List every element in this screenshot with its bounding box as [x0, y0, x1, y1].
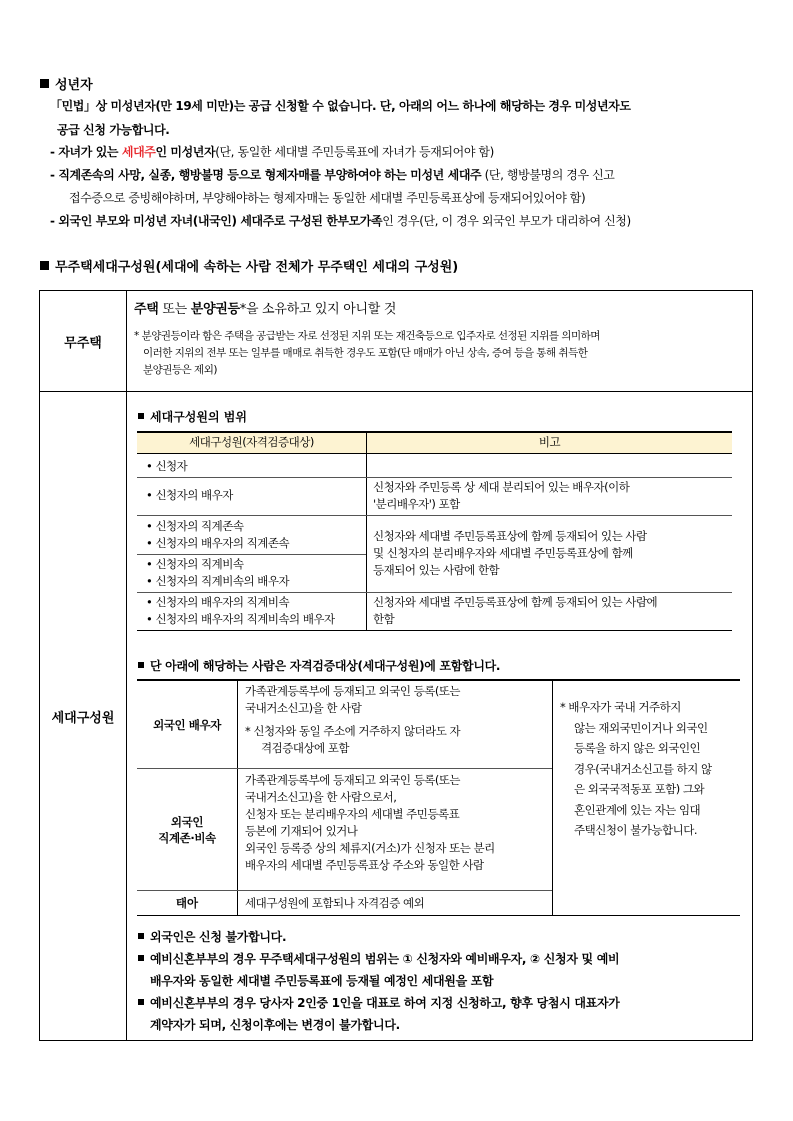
cond-text-1: 또는 — [158, 302, 191, 317]
heading-text: 성년자 — [55, 78, 93, 93]
square-bullet-icon — [138, 933, 144, 939]
section-heading-minor — [40, 74, 93, 93]
note-text-cont: 배우자와 동일한 세대별 주민등록표에 등재될 예정인 세대원을 포함 — [150, 974, 494, 988]
item1-highlight: 세대주 — [121, 145, 156, 159]
incl-text-foreign-lineal — [245, 772, 548, 874]
scope-member-descendant — [146, 556, 289, 590]
row-label-household-member: 세대구성원 — [51, 710, 115, 726]
side-line: 주택신청이 불가능합니다. — [574, 823, 698, 837]
incl-text-fetus: 세대구성원에 포함되나 자격검증 예외 — [245, 896, 425, 910]
condition-item-1 — [50, 140, 494, 164]
member-line: • 신청자의 직계비속 — [146, 557, 244, 571]
incl-line: 가족관계등록부에 등재되고 외국인 등록(또는 — [245, 684, 461, 698]
section-heading-household — [40, 256, 458, 275]
scope-heading — [138, 408, 247, 425]
incl-table-bottom — [137, 915, 740, 916]
remark-line: 신청자와 주민등록 상 세대 분리되어 있는 배우자(이하 — [373, 480, 630, 494]
note-line: * 분양권등이라 함은 주택을 공급받는 자로 선정된 지위 또는 재건축등으로 입주자로 선정된 지위를 의미하며 — [134, 330, 600, 342]
incl-line: 외국인 등록증 상의 체류지(거소)가 신청자 또는 분리 — [245, 841, 495, 855]
incl-line: 신청자 또는 분리배우자의 세대별 주민등록표 — [245, 807, 460, 821]
row-line — [137, 515, 732, 516]
divider-vertical — [126, 290, 127, 1041]
divider-horizontal — [39, 391, 753, 392]
incl-line: 국내거소신고)을 한 사람 — [245, 701, 362, 715]
incl-line: 국내거소신고)을 한 사람으로서, — [245, 790, 397, 804]
row-line — [137, 554, 366, 555]
scope-remark-spouse-descendant — [373, 594, 657, 628]
note-text: 예비신혼부부의 경우 무주택세대구성원의 범위는 ① 신청자와 예비배우자, ② 신청자 및 예비 — [150, 952, 620, 966]
remark-line: '분리배우자') 포함 — [373, 497, 460, 511]
inclusion-heading — [138, 657, 500, 674]
bottom-notes — [138, 926, 748, 1036]
cond-bold-2: 분양권등 — [190, 302, 240, 317]
remark-line: 등재되어 있는 사람에 한함 — [373, 563, 500, 577]
incl-line: 등본에 기재되어 있거나 — [245, 824, 358, 838]
note-text-cont: 계약자가 되며, 신청이후에는 변경이 불가합니다. — [150, 1018, 400, 1032]
cond-bold-1: 주택 — [134, 302, 159, 317]
intro-line-1: 「민법」상 미성년자(만 19세 미만)는 공급 신청할 수 없습니다. 단, 아래의 어느 하나에 해당하는 경우 미성년자도 — [50, 99, 631, 113]
condition-item-3 — [50, 209, 631, 233]
note-line: 이러한 지위의 전부 또는 일부를 매매로 취득한 경우도 포함(단 매매가 아닌 상속, 증여 등을 통해 취득한 — [143, 347, 588, 359]
incl-text-foreign-spouse — [245, 683, 548, 757]
square-bullet-icon — [138, 955, 144, 961]
scope-member-applicant: • 신청자 — [146, 459, 188, 473]
remark-line: 한함 — [373, 612, 395, 626]
item2-rest: (단, 행방불명의 경우 신고 — [481, 168, 615, 182]
scope-remark-family — [373, 528, 647, 579]
note-prenuptial-scope — [138, 948, 748, 970]
note-text: 외국인은 신청 불가합니다. — [150, 930, 287, 944]
scope-member-spouse: • 신청자의 배우자 — [146, 488, 233, 502]
intro-line-2: 공급 신청 가능합니다. — [57, 123, 170, 137]
member-line: • 신청자의 배우자의 직계비속의 배우자 — [146, 612, 335, 626]
item2-bold: - 직계존속의 사망, 실종, 행방불명 등으로 형제자매를 부양하여야 하는 미성년 세대주 — [50, 168, 482, 182]
incl-label-foreign-lineal — [137, 769, 237, 890]
cond-text-2: *을 소유하고 있지 아니할 것 — [239, 302, 397, 317]
side-line: 등록을 하지 않은 외국인인 — [574, 741, 701, 755]
table-col-divider — [366, 431, 367, 630]
remark-line: 신청자와 세대별 주민등록표상에 함께 등재되어 있는 사람 — [373, 529, 647, 543]
no-house-condition — [134, 298, 396, 317]
square-bullet-icon — [138, 999, 144, 1005]
square-bullet-icon — [40, 261, 49, 270]
item1-prefix: - 자녀가 있는 — [50, 145, 122, 159]
item1-rest: (단, 동일한 세대별 주민등록표에 자녀가 등재되어야 함) — [215, 145, 494, 159]
condition-item-2-cont: 접수증으로 증빙해야하며, 부양해야하는 형제자매는 동일한 세대별 주민등록표상에 등재되어있어야 함) — [69, 191, 586, 205]
incl-line: * 신청자와 동일 주소에 거주하지 않더라도 자 — [245, 724, 461, 738]
scope-col-remarks: 비고 — [538, 435, 561, 449]
side-line: 경우(국내거소신고를 하지 않 — [574, 761, 712, 776]
square-bullet-icon — [138, 413, 144, 419]
incl-side-note — [560, 697, 738, 841]
member-line: • 신청자의 직계비속의 배우자 — [146, 574, 290, 588]
remark-line: 및 신청자의 분리배우자와 세대별 주민등록표상에 함께 — [373, 546, 633, 560]
member-line: • 신청자의 배우자의 직계비속 — [146, 595, 290, 609]
label-line: 직계존·비속 — [158, 830, 216, 845]
row-line — [137, 592, 732, 593]
scope-heading-text: 세대구성원의 범위 — [150, 410, 247, 424]
row-line — [137, 477, 732, 478]
note-text: 예비신혼부부의 경우 당사자 2인중 1인을 대표로 하여 지정 신청하고, 향후 당첨시 대표자가 — [150, 996, 620, 1010]
scope-remark-spouse — [373, 479, 629, 513]
side-line: * 배우자가 국내 거주하지 — [560, 700, 681, 714]
side-line: 않는 재외국민이거나 외국인 — [574, 720, 708, 735]
incl-line: 배우자의 세대별 주민등록표상 주소와 동일한 사람 — [245, 858, 484, 872]
incl-line: 격검증대상에 포함 — [261, 741, 350, 755]
member-line: • 신청자의 배우자의 직계존속 — [146, 536, 290, 550]
scope-member-spouse-descendant — [146, 594, 335, 628]
member-line: • 신청자의 직계존속 — [146, 519, 244, 533]
heading-text: 무주택세대구성원(세대에 속하는 사람 전체가 무주택인 세대의 구성원) — [55, 260, 459, 275]
square-bullet-icon — [40, 79, 49, 88]
item1-bold: 인 미성년자 — [155, 145, 216, 159]
incl-col-divider-2 — [552, 680, 553, 916]
item3-rest: 인 경우(단, 이 경우 외국인 부모가 대리하여 신청) — [382, 214, 631, 228]
incl-label-fetus: 태아 — [175, 896, 199, 910]
remark-line: 신청자와 세대별 주민등록표상에 함께 등재되어 있는 사람에 — [373, 595, 658, 609]
row-label-no-house: 무주택 — [64, 335, 102, 351]
note-prenuptial-representative — [138, 992, 748, 1014]
note-line: 분양권등은 제외) — [143, 364, 217, 376]
no-house-note — [134, 328, 746, 379]
incl-label-foreign-spouse: 외국인 배우자 — [153, 717, 221, 732]
table-bottom-line — [137, 630, 732, 631]
scope-col-members: 세대구성원(자격검증대상) — [189, 435, 314, 449]
incl-col-divider-1 — [237, 680, 238, 916]
inclusion-heading-text: 단 아래에 해당하는 사람은 자격검증대상(세대구성원)에 포함합니다. — [150, 659, 501, 673]
note-foreigner — [138, 926, 748, 948]
square-bullet-icon — [138, 662, 144, 668]
incl-line: 가족관계등록부에 등재되고 외국인 등록(또는 — [245, 773, 461, 787]
side-line: 은 외국국적동포 포함) 그와 — [574, 782, 705, 796]
label-line: 외국인 — [170, 814, 204, 829]
scope-member-ascendant — [146, 518, 289, 552]
item3-bold: - 외국인 부모와 미성년 자녀(내국인) 세대주로 구성된 한부모가족 — [50, 214, 383, 228]
side-line: 혼인관계에 있는 자는 임대 — [574, 802, 701, 817]
condition-item-2 — [50, 163, 615, 187]
